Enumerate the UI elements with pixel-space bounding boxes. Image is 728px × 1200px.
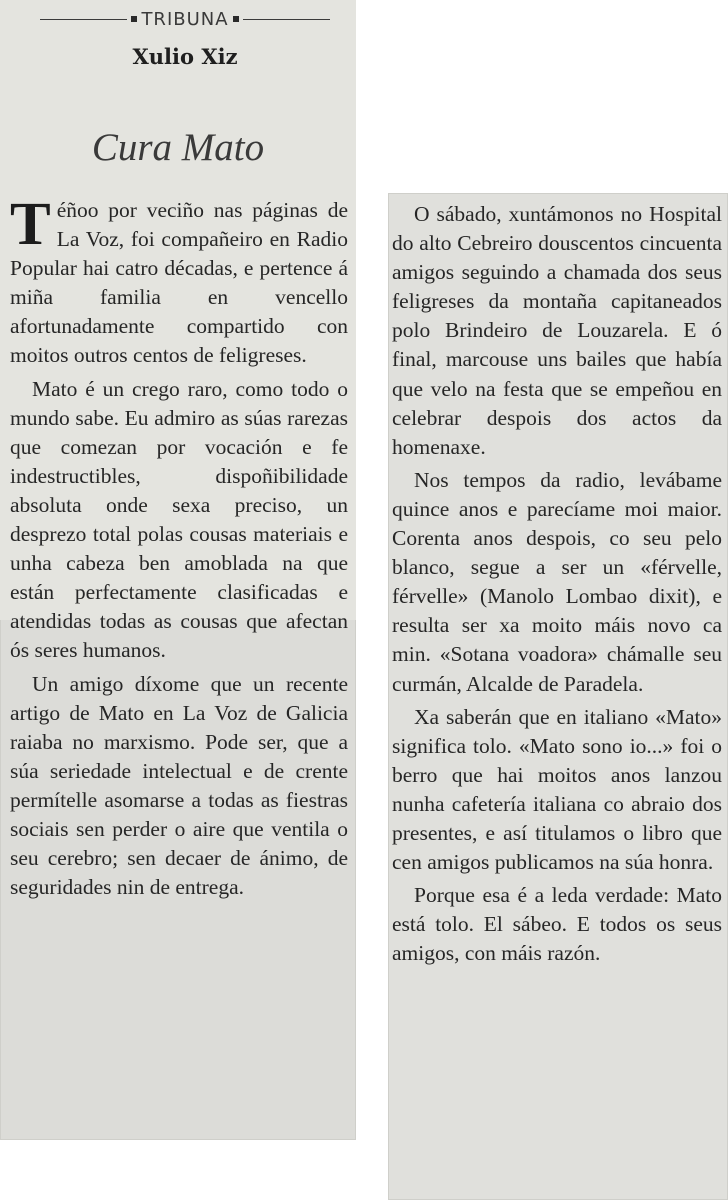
paragraph <box>10 191 348 371</box>
section-label: TRIBUNA <box>141 8 229 30</box>
section-rule-left <box>40 19 127 20</box>
paragraph: Un amigo díxome que un recente artigo de Mato en La Voz de Galicia raiaba no marxismo. Pode ser, que a súa seriedade intelectual e de crente permítelle asomarse a todas as fiestras sociais sen perder o aire que ventila o seu cerebro; sen decaer de ánimo, de seguridades nin de entrega. <box>10 671 348 900</box>
section-header <box>40 6 330 32</box>
right-column <box>392 200 722 972</box>
paragraph: Nos tempos da radio, levábame quince anos e parecíame moi maior. Corenta anos despois, co seu pelo blanco, segue a ser un «férvelle, férvelle» (Manolo Lombao dixit), e resulta ser xa moito máis novo ca min. «Sotana voadora» chámalle seu curmán, Alcalde de Paradela. <box>392 467 722 696</box>
left-column <box>10 191 348 906</box>
paragraph-text: éñoo por veciño nas páginas de La Voz, foi compañeiro en Radio Popular hai catro décadas, e pertence á miña familia en vencello afortunadamente compartido con moitos outros centos de feligreses. <box>10 198 348 368</box>
section-rule-right <box>243 19 330 20</box>
section-bullet-right <box>233 16 239 22</box>
article-title: Cura Mato <box>91 126 265 169</box>
author-name: Xulio Xiz <box>132 44 238 69</box>
drop-cap: T <box>10 191 51 258</box>
paragraph: Mato é un crego raro, como todo o mundo sabe. Eu admiro as súas rarezas que comezan por vocación e fe indestructibles, dispoñibilidade absoluta onde sexa preciso, un desprezo total polas cousas materiais e unha cabeza ben amoblada na que están perfectamente clasificadas e atendidas todas as cousas que afectan ós seres humanos. <box>10 376 348 663</box>
paragraph: Xa saberán que en italiano «Mato» significa tolo. «Mato sono io...» foi o berro que hai moitos anos lanzou nunha cafetería italiana co abraio dos presentes, e así titulamos o libro que cen amigos publicamos na súa honra. <box>392 704 722 875</box>
section-bullet-left <box>131 16 137 22</box>
paragraph: O sábado, xuntámonos no Hospital do alto Cebreiro douscentos cincuenta amigos seguindo a chamada dos seus feligreses da montaña capitaneados polo Brindeiro de Louzarela. E ó final, marcouse uns bailes que había que velo na festa que se empeñou en celebrar despois dos actos da homenaxe. <box>392 202 722 459</box>
paragraph: Porque esa é a leda verdade: Mato está tolo. El sábeo. E todos os seus amigos, con máis razón. <box>392 883 722 966</box>
